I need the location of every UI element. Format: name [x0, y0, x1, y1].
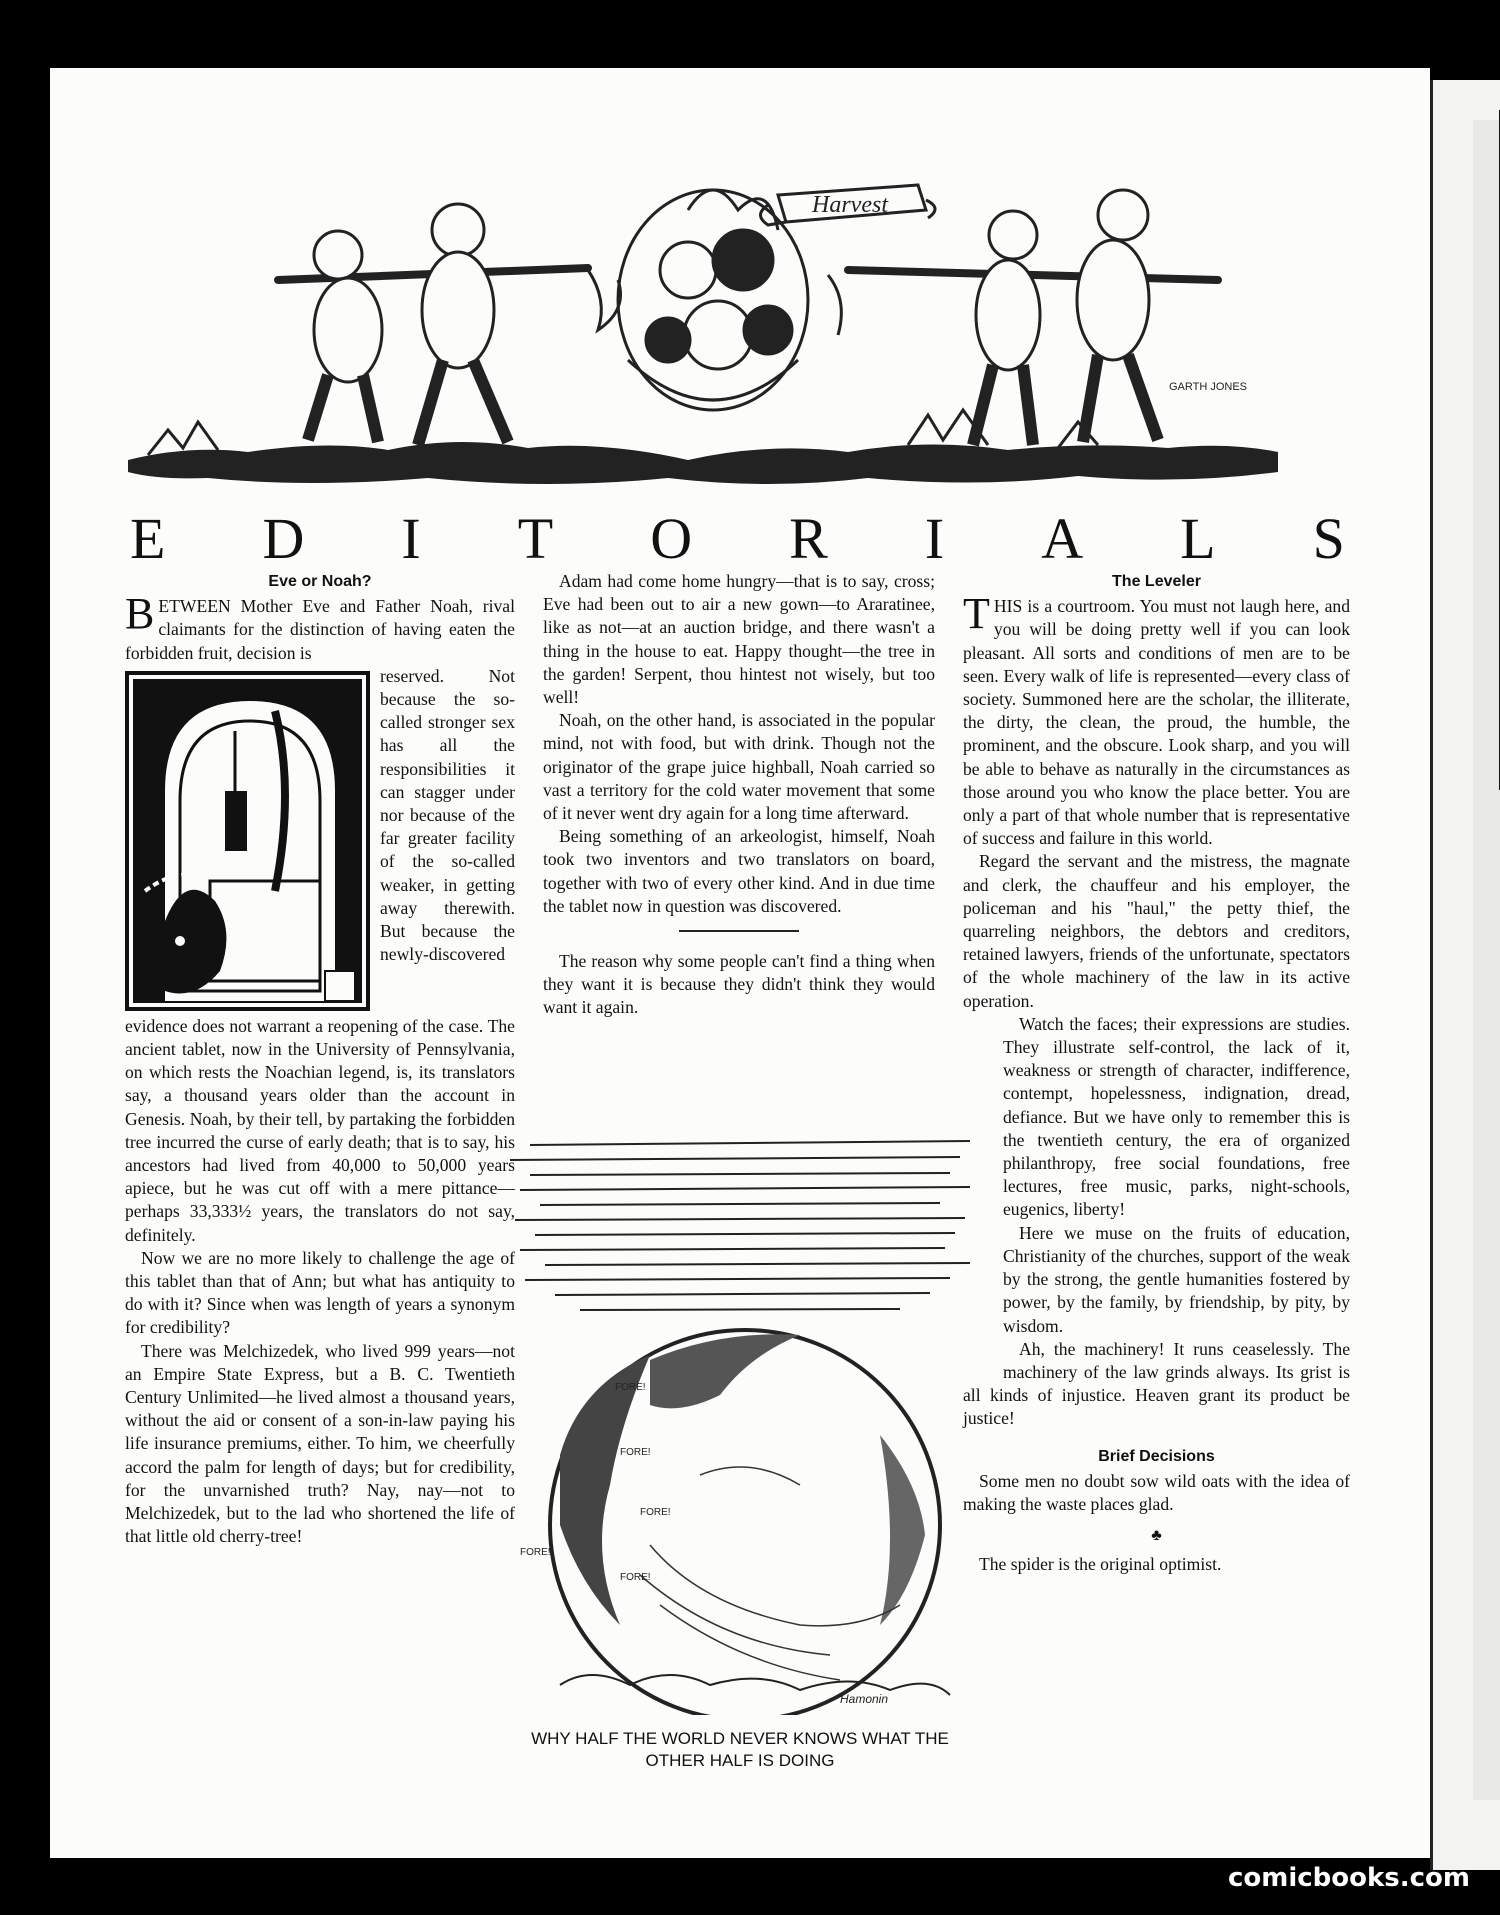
heading-letter: O [650, 506, 693, 571]
paragraph: Noah, on the other hand, is associated in the popular mind, not with food, but with drink. Though not the originator of the grape juice highball, Noah carried so vast a territory for the cold water movement that some of it never went dry again for a long time afterward. [543, 710, 935, 824]
section-title: Brief Decisions [1098, 1447, 1215, 1465]
paragraph: Now we are no more likely to challenge the age of this tablet than that of Ann; but what has antiquity to do with it? Since when was length of years a synonym for credibility? [125, 1247, 515, 1338]
cartoon-label: FORE! [620, 1447, 651, 1458]
margin-space [963, 1013, 1003, 1373]
heading-letter: I [401, 506, 421, 571]
globe-cartoon-illustration [500, 1125, 980, 1715]
cartoon-label: FORE! [615, 1382, 646, 1393]
paragraph: reserved. Not because the so-called stronger sex has all the responsibilities it can stagger under nor because of the far greater facility of the so-called weaker, in getting away therewith. But because the newly-discovered [380, 665, 515, 965]
paragraph: Being something of an arkeologist, himself, Noah took two inventors and two translators on board, together with two of every other kind. And in due time the tablet now in question was discovered. [543, 826, 935, 916]
ornament: ♣ [1151, 1527, 1162, 1545]
banner-title: Harvest [812, 192, 888, 218]
paragraph: Here we muse on the fruits of education, Christianity of the churches, support of the weak by the strong, the gentle humanities fostered by power, by the family, by friendship, by pity, by wisdom. [1003, 1222, 1350, 1336]
paragraph: Adam had come home hungry—that is to say, cross; Eve had been out to air a new gown—to Araratinee, like as not—at an auction bridge, and there wasn't a thing in the house to eat. Happy thought—the tree in the garden! Serpent, thou hintest not wisely, but too well! [543, 571, 935, 708]
editorials-heading [130, 505, 1345, 575]
paragraph [125, 589, 515, 665]
cartoon-caption: WHY HALF THE WORLD NEVER KNOWS WHAT THE OTHER HALF IS DOING [531, 1729, 949, 1770]
paragraph [963, 589, 1350, 850]
cartoonist-signature: Hamonin [840, 1692, 889, 1706]
column-the-leveler [963, 570, 1350, 1577]
heading-letter: R [789, 506, 828, 571]
cartoon-label: FORE! [520, 1547, 551, 1558]
paragraph: Some men no doubt sow wild oats with the idea of making the waste places glad. [963, 1470, 1350, 1514]
cartoon-label: FORE! [620, 1572, 651, 1583]
artist-signature: GARTH JONES [1168, 381, 1248, 393]
paragraph: The spider is the original optimist. [979, 1554, 1222, 1575]
heading-letter: S [1312, 506, 1345, 571]
heading-letter: T [517, 506, 554, 571]
paragraph: The reason why some people can't find a thing when they want it is because they didn't think they would want it again. [543, 951, 935, 1018]
heading-letter: E [130, 506, 166, 571]
section-divider [679, 930, 799, 932]
paragraph: There was Melchizedek, who lived 999 years—not an Empire State Express, but a B. C. Twentieth Century Unlimited—he lived almost a thousand years, without the aid or consent of a son-in-law paying his life insurance premiums, either. To him, we cheerfully accord the palm for length of days; but for credibility, for the unvarnished truth? Nay, nay—not to Melchizedek, but to the lad who shortened the life of that little old cherry-tree! [125, 1340, 515, 1547]
paragraph: evidence does not warrant a reopening of the case. The ancient tablet, now in the University of Pennsylvania, on which rests the Noachian legend, is, its translators say, a thousand years older than the account in Genesis. Noah, by their tell, by partaking the forbidden tree incurred the curse of early death; that is to say, his ancestors had lived from 40,000 to 50,000 years apiece, but he was cut off with a mere pittance—perhaps 33,333½ years, the translators do not say, definitely. [125, 1015, 515, 1245]
section-title: Eve or Noah? [268, 573, 372, 590]
paragraph: Ah, the machinery! It runs ceaselessly. The machinery of the law grinds always. Its grist is all kinds of injustice. Heaven grant its product be justice! [963, 1338, 1350, 1429]
heading-letter: A [1041, 506, 1084, 571]
harvest-banner-illustration [128, 160, 1278, 490]
eve-tree-illustration [125, 671, 370, 1011]
cartoon-label: FORE! [640, 1507, 671, 1518]
adjacent-page [1473, 120, 1500, 1800]
drop-cap: T [963, 589, 990, 639]
lead-text: HIS is a courtroom. You must not laugh here, and you will be doing pretty well if you can look pleasant. All sorts and conditions of men are to be seen. Every walk of life is represented—every class of society. Summoned here are the scholar, the illiterate, the dirty, the clean, the proud, the humble, the prominent, and the obscure. Look sharp, and you will be able to behave as naturally in the circumstances as those around you who know the place better. You are only a part of that whole number that is representative of success and failure in this world. [963, 596, 1350, 849]
paragraph: Regard the servant and the mistress, the magnate and clerk, the chauffeur and his employer, the policeman and his "haul," the petty thief, the quarreling neighbors, the debtors and creditors, retained lawyers, friends of the unfortunate, spectators of the whole machinery of the law in its active operation. [963, 851, 1350, 1011]
section-title: The Leveler [1112, 573, 1201, 590]
column-eve-or-noah [125, 570, 515, 1548]
drop-cap: B [125, 589, 155, 639]
column-middle [543, 570, 935, 1020]
adjacent-page-edge [1430, 80, 1500, 1870]
lead-text: ETWEEN Mother Eve and Father Noah, rival claimants for the distinction of having eaten the forbidden fruit, decision is [125, 596, 515, 663]
heading-letter: I [924, 506, 945, 571]
heading-letter: D [262, 506, 305, 571]
watermark: comicbooks.com [1227, 1863, 1470, 1893]
heading-letter: L [1180, 506, 1216, 571]
paragraph: Watch the faces; their expressions are studies. They illustrate self-control, the lack of it, weakness or strength of character, indifference, contempt, hopelessness, indignation, dread, defiance. But we have only to remember this is the twentieth century, the era of organized philanthropy, free social foundations, free lectures, free music, parks, night-schools, eugenics, liberty! [1003, 1013, 1350, 1220]
